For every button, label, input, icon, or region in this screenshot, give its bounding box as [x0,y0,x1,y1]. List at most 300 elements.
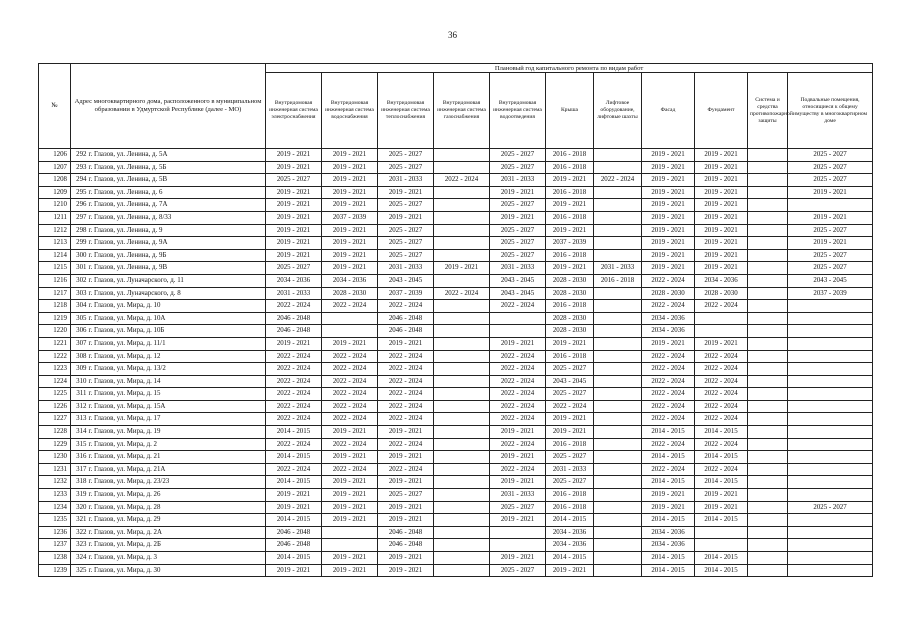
repair-period-cell [748,514,788,527]
repair-period-cell: 2046 - 2048 [266,526,322,539]
repair-period-cell: 2031 - 2033 [490,262,546,275]
repair-period-cell [594,237,642,250]
repair-period-cell: 2019 - 2021 [266,501,322,514]
row-id: 308 [71,350,88,363]
repair-period-cell [322,539,378,552]
repair-period-cell: 2037 - 2039 [788,287,873,300]
repair-period-cell: 2014 - 2015 [266,451,322,464]
header-column: Лифтовое оборудование, лифтовые шахты [594,73,642,149]
repair-period-cell: 2025 - 2027 [378,237,434,250]
repair-period-cell: 2019 - 2021 [266,489,322,502]
repair-period-cell: 2028 - 2030 [546,287,594,300]
repair-period-cell: 2022 - 2024 [322,363,378,376]
row-number: 1228 [39,426,71,439]
row-number: 1207 [39,161,71,174]
row-id: 297 [71,211,88,224]
repair-period-cell: 2025 - 2027 [378,199,434,212]
repair-period-cell: 2019 - 2021 [322,199,378,212]
repair-period-cell: 2019 - 2021 [322,564,378,577]
repair-period-cell: 2019 - 2021 [322,489,378,502]
repair-period-cell: 2019 - 2021 [378,476,434,489]
repair-period-cell [434,451,490,464]
repair-period-cell: 2019 - 2021 [490,476,546,489]
repair-period-cell [322,312,378,325]
repair-period-cell [594,388,642,401]
repair-period-cell: 2014 - 2015 [642,426,695,439]
repair-period-cell: 2014 - 2015 [266,514,322,527]
repair-period-cell: 2022 - 2024 [266,400,322,413]
repair-period-cell: 2037 - 2039 [322,211,378,224]
repair-period-cell [594,249,642,262]
repair-period-cell [594,350,642,363]
repair-period-cell [594,564,642,577]
row-number: 1214 [39,249,71,262]
repair-period-cell [788,552,873,565]
repair-period-cell: 2019 - 2021 [322,174,378,187]
repair-period-cell: 2022 - 2024 [490,375,546,388]
row-id: 307 [71,337,88,350]
repair-period-cell: 2014 - 2015 [642,451,695,464]
table-row [39,451,873,464]
repair-period-cell [594,501,642,514]
row-number: 1237 [39,539,71,552]
repair-period-cell: 2019 - 2021 [642,489,695,502]
repair-period-cell: 2019 - 2021 [546,174,594,187]
repair-period-cell [788,489,873,502]
row-number: 1226 [39,400,71,413]
row-address: г. Глазов, ул. Мира, д. 26 [88,489,266,502]
header-column: Внутридомовая инженерная система газоснабжения [434,73,490,149]
repair-period-cell [594,312,642,325]
repair-period-cell [594,438,642,451]
repair-period-cell: 2019 - 2021 [266,564,322,577]
repair-period-cell: 2019 - 2021 [266,161,322,174]
repair-period-cell: 2014 - 2015 [695,476,748,489]
repair-period-cell: 2022 - 2024 [490,363,546,376]
repair-period-cell [434,552,490,565]
row-id: 321 [71,514,88,527]
row-number: 1208 [39,174,71,187]
repair-period-cell: 2019 - 2021 [322,426,378,439]
repair-period-cell: 2025 - 2027 [378,149,434,162]
repair-period-cell: 2022 - 2024 [695,300,748,313]
repair-period-cell: 2025 - 2027 [788,149,873,162]
repair-period-cell [788,363,873,376]
repair-period-cell: 2025 - 2027 [546,388,594,401]
table-row [39,199,873,212]
repair-period-cell: 2031 - 2033 [490,489,546,502]
repair-period-cell: 2028 - 2030 [546,312,594,325]
row-id: 312 [71,400,88,413]
row-id: 303 [71,287,88,300]
repair-period-cell [748,211,788,224]
repair-period-cell: 2019 - 2021 [642,174,695,187]
repair-period-cell: 2022 - 2024 [266,350,322,363]
repair-period-cell: 2022 - 2024 [266,388,322,401]
repair-period-cell: 2022 - 2024 [378,363,434,376]
row-number: 1220 [39,325,71,338]
repair-period-cell: 2022 - 2024 [266,463,322,476]
table-row [39,262,873,275]
header-column: Внутридомовая инженерная система теплоснабжения [378,73,434,149]
repair-period-cell: 2025 - 2027 [378,161,434,174]
repair-period-cell [434,199,490,212]
row-number: 1206 [39,149,71,162]
repair-period-cell: 2019 - 2021 [695,211,748,224]
repair-period-cell: 2019 - 2021 [642,249,695,262]
repair-period-cell [594,375,642,388]
repair-period-cell [788,337,873,350]
repair-period-cell [788,325,873,338]
repair-period-cell [594,363,642,376]
row-id: 304 [71,300,88,313]
repair-period-cell: 2022 - 2024 [695,388,748,401]
repair-period-cell: 2025 - 2027 [788,501,873,514]
repair-period-cell: 2022 - 2024 [490,438,546,451]
repair-period-cell [490,325,546,338]
repair-period-cell [748,476,788,489]
repair-period-cell [748,489,788,502]
repair-period-cell: 2019 - 2021 [695,224,748,237]
repair-period-cell: 2034 - 2036 [642,539,695,552]
repair-period-cell [434,438,490,451]
repair-period-cell: 2019 - 2021 [642,161,695,174]
row-number: 1231 [39,463,71,476]
row-number: 1235 [39,514,71,527]
repair-period-cell [788,300,873,313]
repair-period-cell: 2019 - 2021 [266,149,322,162]
repair-period-cell: 2014 - 2015 [695,552,748,565]
repair-period-cell [594,526,642,539]
repair-period-cell [434,514,490,527]
row-address: г. Глазов, ул. Мира, д. 10А [88,312,266,325]
repair-period-cell: 2019 - 2021 [322,451,378,464]
row-number: 1233 [39,489,71,502]
repair-period-cell [594,400,642,413]
repair-period-cell: 2014 - 2015 [266,426,322,439]
table-row [39,400,873,413]
header-column: Внутридомовая инженерная система водоснабжения [322,73,378,149]
repair-period-cell: 2022 - 2024 [322,350,378,363]
repair-period-cell: 2022 - 2024 [322,463,378,476]
row-address: г. Глазов, ул. Мира, д. 10Б [88,325,266,338]
repair-period-cell: 2019 - 2021 [322,149,378,162]
repair-period-cell: 2046 - 2048 [378,312,434,325]
repair-period-cell: 2016 - 2018 [546,489,594,502]
repair-period-cell: 2016 - 2018 [546,211,594,224]
table-row [39,514,873,527]
row-id: 323 [71,539,88,552]
repair-period-cell [788,476,873,489]
repair-period-cell: 2019 - 2021 [642,186,695,199]
row-number: 1217 [39,287,71,300]
row-address: г. Глазов, ул. Ленина, д. 9В [88,262,266,275]
repair-period-cell [434,337,490,350]
repair-period-cell [434,211,490,224]
repair-period-cell: 2019 - 2021 [642,262,695,275]
repair-period-cell [748,186,788,199]
row-id: 302 [71,274,88,287]
repair-period-cell: 2022 - 2024 [642,363,695,376]
table-row [39,149,873,162]
capital-repair-table [38,63,873,577]
repair-period-cell: 2022 - 2024 [695,438,748,451]
repair-period-cell: 2034 - 2036 [546,526,594,539]
repair-period-cell: 2022 - 2024 [434,287,490,300]
table-row [39,161,873,174]
row-address: г. Глазов, ул. Мира, д. 30 [88,564,266,577]
repair-period-cell: 2019 - 2021 [266,186,322,199]
repair-period-cell: 2034 - 2036 [642,526,695,539]
repair-period-cell: 2022 - 2024 [642,375,695,388]
repair-period-cell [748,539,788,552]
repair-period-cell [594,186,642,199]
table-row [39,312,873,325]
repair-period-cell: 2022 - 2024 [266,438,322,451]
repair-period-cell [434,501,490,514]
repair-period-cell: 2019 - 2021 [266,211,322,224]
row-id: 314 [71,426,88,439]
repair-period-cell: 2019 - 2021 [788,237,873,250]
repair-period-cell: 2016 - 2018 [594,274,642,287]
repair-period-cell: 2019 - 2021 [322,262,378,275]
repair-period-cell: 2016 - 2018 [546,161,594,174]
repair-period-cell [594,199,642,212]
repair-period-cell: 2019 - 2021 [378,514,434,527]
repair-period-cell [748,237,788,250]
row-number: 1223 [39,363,71,376]
repair-period-cell [434,526,490,539]
repair-period-cell [434,539,490,552]
repair-period-cell: 2019 - 2021 [378,211,434,224]
repair-period-cell [788,350,873,363]
repair-period-cell: 2022 - 2024 [490,300,546,313]
repair-period-cell: 2028 - 2030 [695,287,748,300]
table-row [39,287,873,300]
repair-period-cell: 2016 - 2018 [546,300,594,313]
table-row [39,375,873,388]
row-id: 320 [71,501,88,514]
repair-period-cell [695,526,748,539]
repair-period-cell [594,476,642,489]
row-number: 1211 [39,211,71,224]
row-id: 299 [71,237,88,250]
table-row [39,186,873,199]
repair-period-cell: 2019 - 2021 [378,426,434,439]
repair-period-cell: 2022 - 2024 [378,350,434,363]
row-number: 1221 [39,337,71,350]
repair-period-cell: 2025 - 2027 [490,564,546,577]
repair-period-cell: 2022 - 2024 [322,375,378,388]
repair-period-cell: 2019 - 2021 [378,451,434,464]
repair-period-cell: 2019 - 2021 [546,224,594,237]
row-number: 1225 [39,388,71,401]
repair-period-cell: 2022 - 2024 [378,388,434,401]
repair-period-cell [748,161,788,174]
row-address: г. Глазов, ул. Мира, д. 21 [88,451,266,464]
repair-period-cell: 2022 - 2024 [434,174,490,187]
repair-period-cell: 2025 - 2027 [546,451,594,464]
repair-period-cell: 2028 - 2030 [546,325,594,338]
repair-period-cell: 2022 - 2024 [490,400,546,413]
repair-period-cell [434,400,490,413]
repair-period-cell: 2019 - 2021 [266,199,322,212]
repair-period-cell [594,426,642,439]
repair-period-cell [434,149,490,162]
repair-period-cell [788,312,873,325]
repair-period-cell [594,300,642,313]
repair-period-cell: 2025 - 2027 [378,249,434,262]
repair-period-cell: 2019 - 2021 [490,186,546,199]
table-row [39,249,873,262]
repair-period-cell [434,564,490,577]
repair-period-cell: 2019 - 2021 [490,426,546,439]
row-address: г. Глазов, ул. Мира, д. 10 [88,300,266,313]
repair-period-cell: 2022 - 2024 [490,350,546,363]
repair-period-cell: 2022 - 2024 [642,438,695,451]
repair-period-cell: 2019 - 2021 [490,211,546,224]
repair-period-cell: 2019 - 2021 [695,161,748,174]
row-address: г. Глазов, ул. Ленина, д. 8/33 [88,211,266,224]
repair-period-cell: 2043 - 2045 [490,274,546,287]
row-address: г. Глазов, ул. Ленина, д. 9А [88,237,266,250]
row-address: г. Глазов, ул. Ленина, д. 9 [88,224,266,237]
repair-period-cell [788,539,873,552]
repair-period-cell: 2014 - 2015 [695,514,748,527]
repair-period-cell: 2019 - 2021 [642,237,695,250]
repair-period-cell: 2019 - 2021 [378,337,434,350]
row-id: 317 [71,463,88,476]
row-number: 1227 [39,413,71,426]
repair-period-cell [434,463,490,476]
repair-period-cell [695,539,748,552]
repair-period-cell: 2025 - 2027 [378,489,434,502]
repair-period-cell: 2014 - 2015 [695,426,748,439]
table-row [39,501,873,514]
row-address: г. Глазов, ул. Мира, д. 2 [88,438,266,451]
header-group: Плановый год капитального ремонта по видам работ [266,64,873,73]
repair-period-cell: 2034 - 2036 [642,325,695,338]
repair-period-cell: 2022 - 2024 [642,274,695,287]
repair-period-cell: 2019 - 2021 [642,224,695,237]
repair-period-cell: 2019 - 2021 [642,337,695,350]
repair-period-cell: 2014 - 2015 [642,564,695,577]
repair-period-cell [490,539,546,552]
repair-period-cell [748,149,788,162]
repair-period-cell: 2022 - 2024 [490,388,546,401]
repair-period-cell: 2043 - 2045 [788,274,873,287]
row-id: 310 [71,375,88,388]
repair-period-cell: 2019 - 2021 [378,186,434,199]
repair-period-cell [748,526,788,539]
repair-period-cell: 2022 - 2024 [642,388,695,401]
repair-period-cell [748,438,788,451]
repair-period-cell: 2016 - 2018 [546,350,594,363]
repair-period-cell [594,287,642,300]
repair-period-cell: 2019 - 2021 [266,237,322,250]
row-id: 325 [71,564,88,577]
repair-period-cell [434,186,490,199]
repair-period-cell: 2019 - 2021 [695,174,748,187]
repair-period-cell: 2016 - 2018 [546,186,594,199]
repair-period-cell: 2019 - 2021 [490,552,546,565]
repair-period-cell [434,274,490,287]
row-address: г. Глазов, ул. Мира, д. 15А [88,400,266,413]
row-number: 1210 [39,199,71,212]
repair-period-cell [748,363,788,376]
repair-period-cell [434,413,490,426]
repair-period-cell: 2025 - 2027 [490,249,546,262]
repair-period-cell [434,375,490,388]
row-number: 1229 [39,438,71,451]
row-address: г. Глазов, ул. Мира, д. 23/23 [88,476,266,489]
repair-period-cell: 2019 - 2021 [266,337,322,350]
repair-period-cell [434,300,490,313]
row-number: 1238 [39,552,71,565]
repair-period-cell [748,388,788,401]
repair-period-cell: 2034 - 2036 [695,274,748,287]
repair-period-cell: 2022 - 2024 [695,400,748,413]
table-row [39,564,873,577]
repair-period-cell [748,300,788,313]
header-address: Адрес многоквартирного дома, расположенного в муниципальном образовании в Удмуртской Республике (далее - МО) [71,64,266,149]
repair-period-cell [695,312,748,325]
row-id: 315 [71,438,88,451]
repair-period-cell: 2019 - 2021 [546,564,594,577]
repair-period-cell: 2019 - 2021 [695,237,748,250]
row-number: 1232 [39,476,71,489]
repair-period-cell [434,325,490,338]
repair-period-cell [788,514,873,527]
repair-period-cell [594,211,642,224]
repair-period-cell [434,312,490,325]
repair-period-cell [748,224,788,237]
repair-period-cell: 2022 - 2024 [266,300,322,313]
repair-period-cell: 2019 - 2021 [642,211,695,224]
repair-period-cell: 2019 - 2021 [378,552,434,565]
header-column: Крыша [546,73,594,149]
row-id: 295 [71,186,88,199]
table-row [39,337,873,350]
repair-period-cell [434,237,490,250]
page-number: 36 [448,30,457,40]
table-row [39,274,873,287]
row-id: 306 [71,325,88,338]
repair-period-cell: 2014 - 2015 [546,552,594,565]
row-number: 1209 [39,186,71,199]
header-column: Фундамент [695,73,748,149]
repair-period-cell: 2031 - 2033 [378,174,434,187]
repair-period-cell [594,451,642,464]
repair-period-cell: 2031 - 2033 [490,174,546,187]
repair-period-cell [434,161,490,174]
repair-period-cell [748,249,788,262]
repair-period-cell: 2022 - 2024 [642,463,695,476]
repair-period-cell [434,363,490,376]
repair-period-cell [322,526,378,539]
row-id: 318 [71,476,88,489]
table-row [39,426,873,439]
repair-period-cell [434,224,490,237]
row-number: 1239 [39,564,71,577]
repair-period-cell: 2014 - 2015 [546,514,594,527]
row-address: г. Глазов, ул. Луначарского, д. 8 [88,287,266,300]
row-id: 313 [71,413,88,426]
repair-period-cell: 2019 - 2021 [434,262,490,275]
repair-period-cell [748,413,788,426]
repair-period-cell: 2022 - 2024 [695,413,748,426]
repair-period-cell: 2022 - 2024 [266,413,322,426]
